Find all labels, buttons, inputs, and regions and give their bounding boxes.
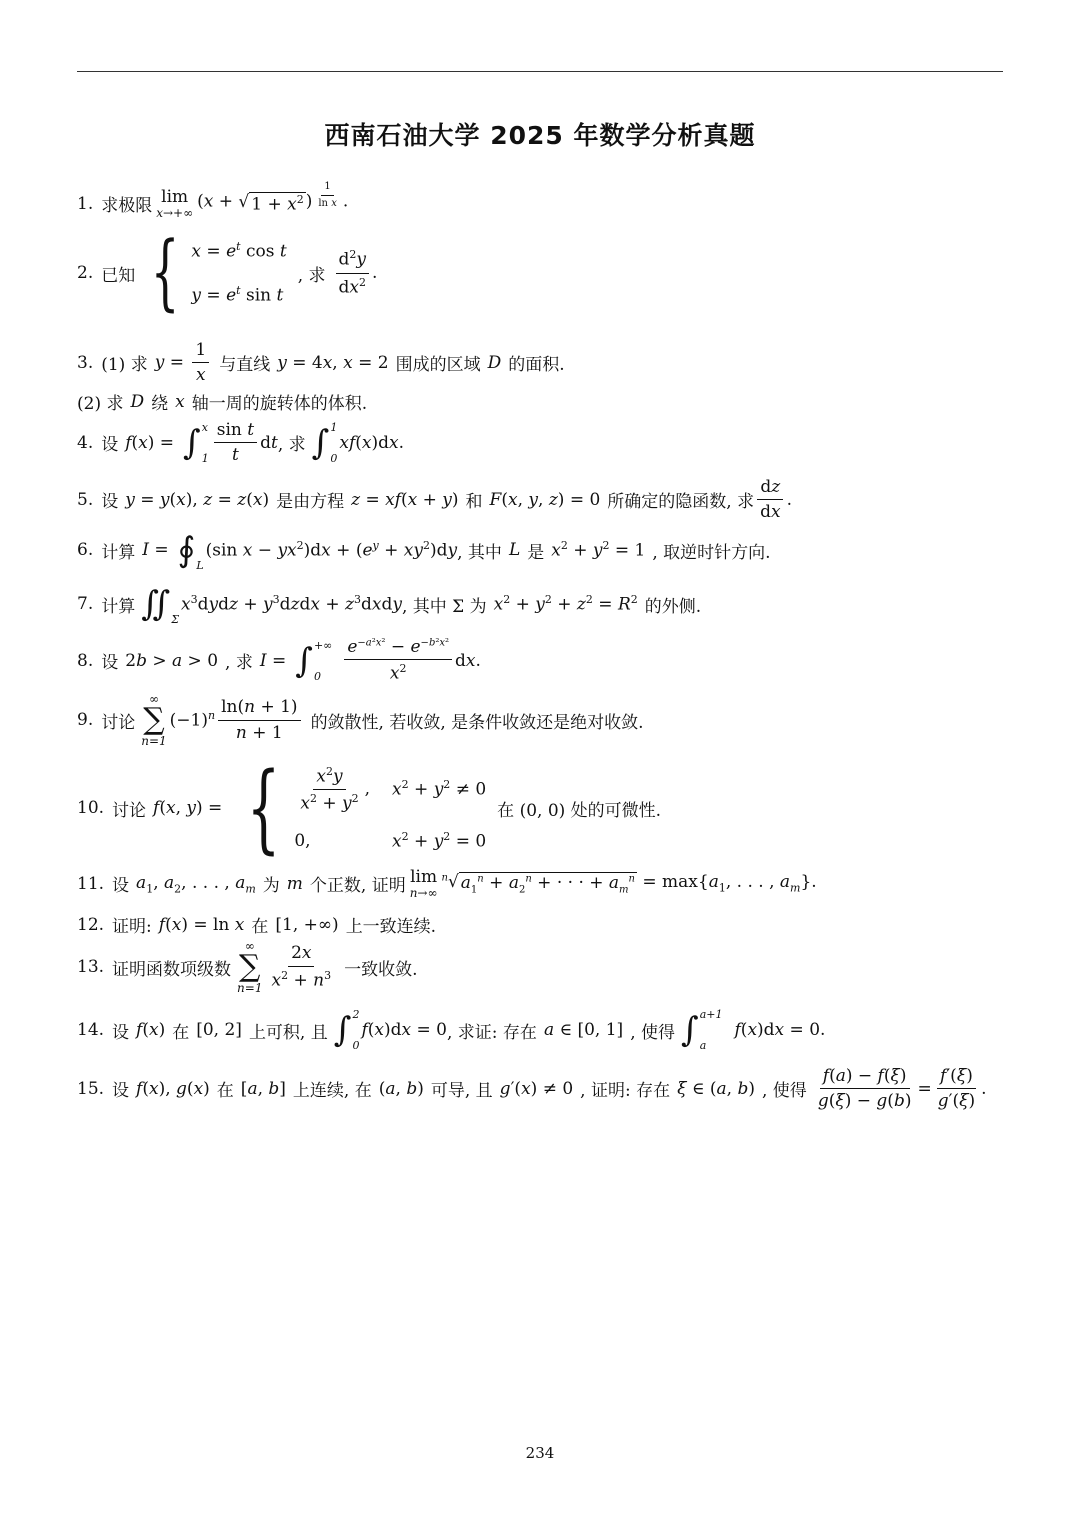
problem-6: 6. 计算 I = ∮ L (sin $x - yx^2)dx + (e^y + xy^2)dy$ , 其中 L 是 $x^2 + y^2 = 1$ , 取逆时针方向. xyxy=(77,530,771,572)
problem-3: 3. (1) 求 y = $\frac{1}{x}$ 与直线 y = 4x, x = 2 围成的区域 D 的面积. xyxy=(77,340,565,386)
header-rule xyxy=(77,71,1003,72)
formula: (x + √ $1 + x^2$ ) $^{\frac{1}{\text{ln x}}}$ . xyxy=(197,181,349,215)
problem-12: 12. 证明: f(x) = ln x 在 [1, +∞) 上一致连续. xyxy=(77,914,437,937)
problem-13: 13. 证明函数项级数 ∞ ∑ n=1 $\frac{2x}{x^2 + n^3}$ 一致收敛. xyxy=(77,939,418,995)
formula: $\frac{d^2y}{dx^2}$ xyxy=(336,248,370,297)
problem-8: 8. 设 2b > a > 0 , 求 I = ∫ +∞ 0 $\frac{e^{-a^2x^2} - e^{-b^2x^2}}{x^2}$ dx. xyxy=(77,637,481,685)
limit-operator: lim x→+∞ xyxy=(156,187,194,220)
equation-system: { $x = e^t$ cos t $y = e^t$ sin t xyxy=(150,225,287,320)
problem-10: 10. 讨论 f(x, y) = { $\frac{x^2y}{x^2 + y^2}$ , $x^2 + y^2 \ne 0$ 0, $x^2 + y^2 = 0$ 在 (0, 0) 处的可微性. xyxy=(77,752,662,864)
problem-14: 14. 设 f(x) 在 [0, 2] 上可积, 且 ∫ 2 0 f(x)dx = 0 , 求证: 存在 a ∈ [0, 1] , 使得 ∫ a+1 a f(x)dx = 0. xyxy=(77,1008,826,1052)
problem-3-part-2: (2) 求 D 绕 x 轴一周的旋转体的体积. xyxy=(77,391,368,414)
problem-1: 1. 求极限 lim x→+∞ (x + √ $1 + x^2$ ) $^{\frac{1}{\text{ln x}}}$ . xyxy=(77,181,349,220)
problem-15: 15. 设 f(x), g(x) 在 [a, b] 上连续, 在 (a, b) 可导, 且 g′(x) ≠ 0 , 证明: 存在 ξ ∈ (a, b) , 使得 $\frac{f(a) - f(\xi)}{g(\xi) - g(b)}$ = $\frac{f'(\xi)}{g'(\xi)}$ . xyxy=(77,1066,987,1112)
problem-11: 11. 设 $a_1$, $a_2$, . . . , $a_m$ 为 m 个正数, 证明 lim n→∞ $^n$ √ $a_1^n + a_2^n$ + · · · + $a_m^n$ = $\max\{a_1$, . . . , $a_m$}. xyxy=(77,867,817,900)
problem-9: 9. 讨论 ∞ ∑ n=1 $(-1)^n$ $\frac{\ln(n + 1)}{n + 1}$ 的敛散性, 若收敛, 是条件收敛还是绝对收敛. xyxy=(77,692,644,748)
piecewise-function: { $\frac{x^2y}{x^2 + y^2}$ , $x^2 + y^2 \ne 0$ 0, $x^2 + y^2 = 0$ xyxy=(247,752,487,864)
page-number: 234 xyxy=(525,1444,555,1462)
problem-5: 5. 设 y = y(x), z = z(x) 是由方程 z = xf(x + y) 和 F(x, y, z) = 0 所确定的隐函数, 求 $\frac{dz}{dx}$ . xyxy=(77,477,792,523)
problem-7: 7. 计算 ∬ Σ $x^3dydz$ + $y^3dzdx$ + $z^3dxdy$ , 其中 Σ 为 $x^2 + y^2 + z^2 = R^2$ 的外侧. xyxy=(77,584,702,626)
problem-4: 4. 设 f(x) = ∫ x 1 $\frac{\text{sin t}}{t}$ dt , 求 ∫ 1 0 xf(x)dx. xyxy=(77,420,405,466)
problem-2: 2. 已知 { $x = e^t$ cos t $y = e^t$ sin t , 求 $\frac{d^2y}{dx^2}$ . xyxy=(77,225,378,320)
page-title: 西南石油大学 2025 年数学分析真题 xyxy=(324,121,756,150)
